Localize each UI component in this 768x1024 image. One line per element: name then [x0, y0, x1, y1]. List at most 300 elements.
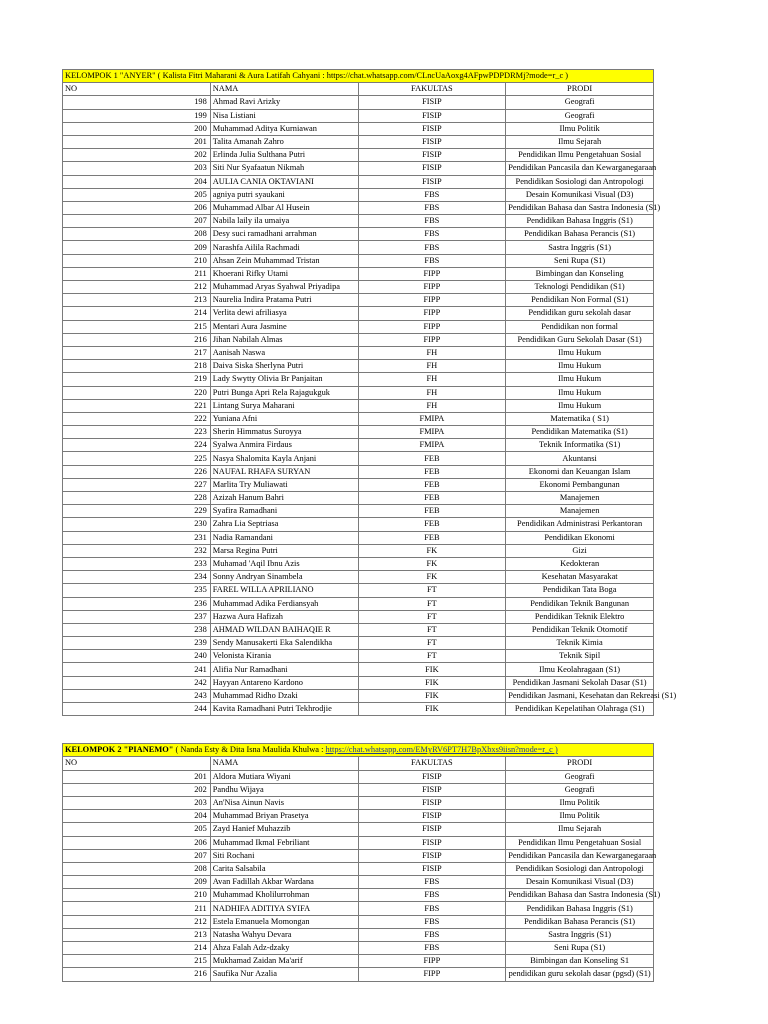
cell-nama[interactable]: Sherin Himmatus Suroyya — [210, 426, 358, 439]
table-row — [63, 770, 654, 783]
cell-nama[interactable]: Syafira Ramadhani — [210, 505, 358, 518]
cell-nama[interactable]: Sonny Andryan Sinambela — [210, 571, 358, 584]
cell-prodi[interactable]: Sastra Inggris (S1) — [506, 928, 654, 941]
cell-prodi[interactable]: Pendidikan Jasmani, Kesehatan dan Rekreasi (S1) — [506, 689, 654, 702]
cell-nama[interactable]: Nabila laily ila umaiya — [210, 215, 358, 228]
cell-no[interactable]: 214 — [63, 942, 211, 955]
cell-nama[interactable]: Lintang Surya Maharani — [210, 399, 358, 412]
cell-nama[interactable]: Talita Amanah Zahro — [210, 135, 358, 148]
cell-prodi[interactable]: Geografi — [506, 109, 654, 122]
cell-prodi[interactable]: Pendidikan Teknik Elektro — [506, 610, 654, 623]
cell-fakultas[interactable]: FISIP — [358, 783, 506, 796]
cell-nama[interactable]: Syalwa Anmira Firdaus — [210, 439, 358, 452]
cell-fakultas[interactable]: FISIP — [358, 862, 506, 875]
cell-fakultas[interactable]: FMIPA — [358, 412, 506, 425]
table-row — [63, 201, 654, 214]
table-row — [63, 162, 654, 175]
cell-prodi[interactable]: Pendidikan Kepelatihan Olahraga (S1) — [506, 703, 654, 716]
cell-nama[interactable]: Muhammad Ikmal Febriliant — [210, 836, 358, 849]
cell-fakultas[interactable]: FISIP — [358, 122, 506, 135]
cell-no[interactable]: 206 — [63, 836, 211, 849]
cell-prodi[interactable]: Pendidikan non formal — [506, 320, 654, 333]
cell-prodi[interactable]: Geografi — [506, 96, 654, 109]
cell-fakultas[interactable]: FISIP — [358, 175, 506, 188]
cell-prodi[interactable]: Pendidikan Guru Sekolah Dasar (S1) — [506, 333, 654, 346]
table-row — [63, 254, 654, 267]
cell-no[interactable]: 238 — [63, 623, 211, 636]
table-row — [63, 267, 654, 280]
cell-fakultas[interactable]: FISIP — [358, 162, 506, 175]
cell-prodi[interactable]: Seni Rupa (S1) — [506, 254, 654, 267]
cell-no[interactable]: 213 — [63, 928, 211, 941]
cell-fakultas[interactable]: FK — [358, 571, 506, 584]
cell-nama[interactable]: Nadia Ramandani — [210, 531, 358, 544]
cell-no[interactable]: 199 — [63, 109, 211, 122]
cell-fakultas[interactable]: FBS — [358, 201, 506, 214]
cell-prodi[interactable]: Desain Komunikasi Visual (D3) — [506, 188, 654, 201]
cell-fakultas[interactable]: FBS — [358, 228, 506, 241]
cell-fakultas[interactable]: FMIPA — [358, 439, 506, 452]
cell-no[interactable]: 201 — [63, 770, 211, 783]
cell-nama[interactable]: Erlinda Julia Sulthana Putri — [210, 149, 358, 162]
cell-no[interactable]: 236 — [63, 597, 211, 610]
table-row — [63, 307, 654, 320]
cell-nama[interactable]: Hazwa Aura Hafizah — [210, 610, 358, 623]
table-row — [63, 241, 654, 254]
cell-no[interactable]: 208 — [63, 862, 211, 875]
cell-no[interactable]: 235 — [63, 584, 211, 597]
cell-prodi[interactable]: Ilmu Politik — [506, 122, 654, 135]
table-row — [63, 862, 654, 875]
table-row — [63, 623, 654, 636]
header-nama[interactable]: NAMA — [210, 757, 358, 770]
cell-nama[interactable]: Jihan Nabilah Almas — [210, 333, 358, 346]
cell-no[interactable]: 203 — [63, 796, 211, 809]
cell-nama[interactable]: Marlita Try Muliawati — [210, 478, 358, 491]
table-row — [63, 849, 654, 862]
cell-fakultas[interactable]: FH — [358, 346, 506, 359]
cell-no[interactable]: 203 — [63, 162, 211, 175]
cell-nama[interactable]: Ahza Falah Adz-dzaky — [210, 942, 358, 955]
cell-no[interactable]: 204 — [63, 175, 211, 188]
cell-fakultas[interactable]: FBS — [358, 902, 506, 915]
cell-prodi[interactable]: Ilmu Hukum — [506, 386, 654, 399]
cell-nama[interactable]: Zayd Hanief Muhazzib — [210, 823, 358, 836]
cell-no[interactable]: 232 — [63, 544, 211, 557]
header-nama[interactable]: NAMA — [210, 83, 358, 96]
cell-prodi[interactable]: Ilmu Keolahragaan (S1) — [506, 663, 654, 676]
cell-fakultas[interactable]: FISIP — [358, 770, 506, 783]
cell-fakultas[interactable]: FIK — [358, 663, 506, 676]
cell-fakultas[interactable]: FIPP — [358, 968, 506, 981]
cell-nama[interactable]: Muhammad Albar Al Husein — [210, 201, 358, 214]
cell-nama[interactable]: Carita Salsabila — [210, 862, 358, 875]
cell-fakultas[interactable]: FEB — [358, 452, 506, 465]
cell-no[interactable]: 202 — [63, 149, 211, 162]
cell-prodi[interactable]: Ilmu Hukum — [506, 360, 654, 373]
cell-no[interactable]: 227 — [63, 478, 211, 491]
cell-nama[interactable]: Desy suci ramadhani arrahman — [210, 228, 358, 241]
table-row — [63, 637, 654, 650]
cell-prodi[interactable]: Ekonomi Pembangunan — [506, 478, 654, 491]
cell-no[interactable]: 225 — [63, 452, 211, 465]
table-row — [63, 876, 654, 889]
cell-fakultas[interactable]: FBS — [358, 241, 506, 254]
cell-nama[interactable]: Muhamad 'Aqil Ibnu Azis — [210, 557, 358, 570]
cell-nama[interactable]: Khoerani Rifky Utami — [210, 267, 358, 280]
spreadsheet — [62, 69, 678, 982]
cell-fakultas[interactable]: FISIP — [358, 836, 506, 849]
cell-prodi[interactable]: Geografi — [506, 783, 654, 796]
cell-nama[interactable]: AULIA CANIA OKTAVIANI — [210, 175, 358, 188]
cell-fakultas[interactable]: FISIP — [358, 135, 506, 148]
cell-no[interactable]: 215 — [63, 320, 211, 333]
cell-fakultas[interactable]: FIPP — [358, 955, 506, 968]
cell-prodi[interactable]: Seni Rupa (S1) — [506, 942, 654, 955]
cell-no[interactable]: 216 — [63, 333, 211, 346]
cell-nama[interactable]: agniya putri syaukani — [210, 188, 358, 201]
cell-nama[interactable]: Kavita Ramadhani Putri Tekhrodjie — [210, 703, 358, 716]
group-2-title-link[interactable]: https://chat.whatsapp.com/EMyRV6PT7H7BpXbxs9iisn?mode=r_c ) — [325, 745, 558, 755]
cell-nama[interactable]: Hayyan Antareno Kardono — [210, 676, 358, 689]
cell-nama[interactable]: Nisa Listiani — [210, 109, 358, 122]
cell-no[interactable]: 240 — [63, 650, 211, 663]
cell-fakultas[interactable]: FT — [358, 610, 506, 623]
cell-fakultas[interactable]: FH — [358, 360, 506, 373]
cell-fakultas[interactable]: FISIP — [358, 796, 506, 809]
cell-fakultas[interactable]: FISIP — [358, 109, 506, 122]
cell-prodi[interactable]: Manajemen — [506, 492, 654, 505]
cell-no[interactable]: 206 — [63, 201, 211, 214]
table-row — [63, 320, 654, 333]
cell-prodi[interactable]: Ilmu Hukum — [506, 373, 654, 386]
cell-prodi[interactable]: Pendidikan Pancasila dan Kewarganegaraan — [506, 162, 654, 175]
cell-no[interactable]: 223 — [63, 426, 211, 439]
cell-prodi[interactable]: Ilmu Politik — [506, 796, 654, 809]
cell-fakultas[interactable]: FBS — [358, 188, 506, 201]
cell-nama[interactable]: Marsa Regina Putri — [210, 544, 358, 557]
cell-fakultas[interactable]: FBS — [358, 254, 506, 267]
cell-prodi[interactable]: Pendidikan Sosiologi dan Antropologi — [506, 862, 654, 875]
table-row — [63, 942, 654, 955]
cell-prodi[interactable]: Pendidikan Ilmu Pengetahuan Sosial — [506, 836, 654, 849]
cell-fakultas[interactable]: FEB — [358, 531, 506, 544]
cell-no[interactable]: 212 — [63, 915, 211, 928]
cell-no[interactable]: 220 — [63, 386, 211, 399]
cell-no[interactable]: 208 — [63, 228, 211, 241]
cell-fakultas[interactable]: FISIP — [358, 810, 506, 823]
cell-no[interactable]: 201 — [63, 135, 211, 148]
cell-nama[interactable]: Alifia Nur Ramadhani — [210, 663, 358, 676]
cell-no[interactable]: 202 — [63, 783, 211, 796]
cell-prodi[interactable]: Pendidikan Teknik Bangunan — [506, 597, 654, 610]
cell-nama[interactable]: Ahsan Zein Muhammad Tristan — [210, 254, 358, 267]
cell-no[interactable]: 242 — [63, 676, 211, 689]
cell-no[interactable]: 218 — [63, 360, 211, 373]
cell-no[interactable]: 222 — [63, 412, 211, 425]
cell-no[interactable]: 233 — [63, 557, 211, 570]
cell-fakultas[interactable]: FH — [358, 386, 506, 399]
cell-no[interactable]: 205 — [63, 823, 211, 836]
cell-nama[interactable]: Saufika Nur Azalia — [210, 968, 358, 981]
cell-no[interactable]: 224 — [63, 439, 211, 452]
cell-no[interactable]: 213 — [63, 294, 211, 307]
cell-no[interactable]: 211 — [63, 267, 211, 280]
cell-no[interactable]: 226 — [63, 465, 211, 478]
cell-prodi[interactable]: Sastra Inggris (S1) — [506, 241, 654, 254]
cell-prodi[interactable]: Kesehatan Masyarakat — [506, 571, 654, 584]
table-row — [63, 836, 654, 849]
cell-prodi[interactable]: pendidikan guru sekolah dasar (pgsd) (S1) — [506, 968, 654, 981]
cell-no[interactable]: 209 — [63, 876, 211, 889]
cell-fakultas[interactable]: FBS — [358, 876, 506, 889]
table-row — [63, 915, 654, 928]
cell-no[interactable]: 230 — [63, 518, 211, 531]
cell-no[interactable]: 205 — [63, 188, 211, 201]
table-row — [63, 439, 654, 452]
cell-no[interactable]: 215 — [63, 955, 211, 968]
cell-fakultas[interactable]: FEB — [358, 518, 506, 531]
cell-fakultas[interactable]: FH — [358, 399, 506, 412]
table-row — [63, 689, 654, 702]
cell-nama[interactable]: Muhammad Aditya Kurniawan — [210, 122, 358, 135]
cell-prodi[interactable]: Pendidikan Administrasi Perkantoran — [506, 518, 654, 531]
cell-no[interactable]: 198 — [63, 96, 211, 109]
cell-nama[interactable]: Siti Rochani — [210, 849, 358, 862]
cell-prodi[interactable]: Teknologi Pendidikan (S1) — [506, 281, 654, 294]
cell-prodi[interactable]: Pendidikan Jasmani Sekolah Dasar (S1) — [506, 676, 654, 689]
cell-prodi[interactable]: Pendidikan guru sekolah dasar — [506, 307, 654, 320]
cell-nama[interactable]: Velonista Kirania — [210, 650, 358, 663]
cell-nama[interactable]: Verlita dewi afriliasya — [210, 307, 358, 320]
cell-fakultas[interactable]: FBS — [358, 215, 506, 228]
cell-fakultas[interactable]: FISIP — [358, 149, 506, 162]
cell-nama[interactable]: Daiva Siska Sherlyna Putri — [210, 360, 358, 373]
table-row — [63, 557, 654, 570]
cell-fakultas[interactable]: FIK — [358, 689, 506, 702]
cell-nama[interactable]: NAUFAL RHAFA SURYAN — [210, 465, 358, 478]
cell-prodi[interactable]: Pendidikan Bahasa Perancis (S1) — [506, 228, 654, 241]
table-row — [63, 796, 654, 809]
cell-nama[interactable]: AHMAD WILDAN BAIHAQIE R — [210, 623, 358, 636]
cell-fakultas[interactable]: FMIPA — [358, 426, 506, 439]
cell-prodi[interactable]: Manajemen — [506, 505, 654, 518]
cell-no[interactable]: 243 — [63, 689, 211, 702]
cell-no[interactable]: 229 — [63, 505, 211, 518]
cell-no[interactable]: 231 — [63, 531, 211, 544]
cell-fakultas[interactable]: FIPP — [358, 281, 506, 294]
cell-fakultas[interactable]: FBS — [358, 942, 506, 955]
cell-prodi[interactable]: Ilmu Hukum — [506, 399, 654, 412]
cell-no[interactable]: 209 — [63, 241, 211, 254]
cell-prodi[interactable]: Teknik Kimia — [506, 637, 654, 650]
cell-prodi[interactable]: Bimbingan dan Konseling S1 — [506, 955, 654, 968]
cell-nama[interactable]: NADHIFA ADITIYA SYIFA — [210, 902, 358, 915]
cell-nama[interactable]: Sendy Manusakerti Eka Salendikha — [210, 637, 358, 650]
cell-prodi[interactable]: Geografi — [506, 770, 654, 783]
table-row — [63, 281, 654, 294]
cell-prodi[interactable]: Ilmu Hukum — [506, 346, 654, 359]
cell-nama[interactable]: Yuniana Afni — [210, 412, 358, 425]
cell-fakultas[interactable]: FH — [358, 373, 506, 386]
cell-no[interactable]: 244 — [63, 703, 211, 716]
group-2-title[interactable] — [63, 744, 654, 757]
cell-fakultas[interactable]: FT — [358, 584, 506, 597]
cell-no[interactable]: 234 — [63, 571, 211, 584]
cell-nama[interactable]: Pandhu Wijaya — [210, 783, 358, 796]
cell-prodi[interactable]: Pendidikan Bahasa dan Sastra Indonesia (S1) — [506, 889, 654, 902]
cell-fakultas[interactable]: FT — [358, 637, 506, 650]
cell-fakultas[interactable]: FBS — [358, 889, 506, 902]
cell-nama[interactable]: Estela Emanuela Momongan — [210, 915, 358, 928]
cell-nama[interactable]: Azizah Hanum Bahri — [210, 492, 358, 505]
cell-nama[interactable]: Ahmad Ravi Arizky — [210, 96, 358, 109]
cell-fakultas[interactable]: FIK — [358, 676, 506, 689]
cell-nama[interactable]: Muhammad Briyan Prasetya — [210, 810, 358, 823]
cell-prodi[interactable]: Matematika ( S1) — [506, 412, 654, 425]
cell-prodi[interactable]: Pendidikan Bahasa dan Sastra Indonesia (S1) — [506, 201, 654, 214]
cell-fakultas[interactable]: FEB — [358, 478, 506, 491]
cell-prodi[interactable]: Pendidikan Matematika (S1) — [506, 426, 654, 439]
cell-nama[interactable]: Aldora Mutiara Wiyani — [210, 770, 358, 783]
cell-no[interactable]: 210 — [63, 254, 211, 267]
cell-nama[interactable]: Muhammad Kholilurrohman — [210, 889, 358, 902]
cell-prodi[interactable]: Pendidikan Pancasila dan Kewarganegaraan — [506, 849, 654, 862]
cell-fakultas[interactable]: FISIP — [358, 849, 506, 862]
group-2-title-coordinators: ( Nanda Esty & Dita Isna Maulida Khulwa : — [173, 745, 326, 755]
cell-prodi[interactable]: Pendidikan Tata Boga — [506, 584, 654, 597]
cell-fakultas[interactable]: FISIP — [358, 96, 506, 109]
cell-nama[interactable]: FAREL WILLA APRILIANO — [210, 584, 358, 597]
cell-no[interactable]: 237 — [63, 610, 211, 623]
cell-no[interactable]: 219 — [63, 373, 211, 386]
header-no[interactable]: NO — [63, 83, 211, 96]
cell-nama[interactable]: Zahra Lia Septriasa — [210, 518, 358, 531]
cell-no[interactable]: 221 — [63, 399, 211, 412]
table-row — [63, 333, 654, 346]
cell-prodi[interactable]: Pendidikan Non Formal (S1) — [506, 294, 654, 307]
cell-no[interactable]: 239 — [63, 637, 211, 650]
cell-no[interactable]: 216 — [63, 968, 211, 981]
header-prodi[interactable]: PRODI — [506, 83, 654, 96]
cell-fakultas[interactable]: FK — [358, 557, 506, 570]
group-1-title[interactable]: KELOMPOK 1 "ANYER" ( Kalista Fitri Maharani & Aura Latifah Cahyani : https://chat.whatsapp.com/CLncUaAoxg4AFpwPDPDRMj?mode=r_c ) — [63, 70, 654, 83]
table-row — [63, 492, 654, 505]
cell-fakultas[interactable]: FT — [358, 597, 506, 610]
cell-nama[interactable]: Muhammad Ridho Dzaki — [210, 689, 358, 702]
cell-prodi[interactable]: Ekonomi dan Keuangan Islam — [506, 465, 654, 478]
header-fakultas[interactable]: FAKULTAS — [358, 83, 506, 96]
cell-fakultas[interactable]: FIPP — [358, 294, 506, 307]
cell-prodi[interactable]: Pendidikan Bahasa Inggris (S1) — [506, 215, 654, 228]
cell-nama[interactable]: Nasya Shalomita Kayla Anjani — [210, 452, 358, 465]
cell-prodi[interactable]: Ilmu Sejarah — [506, 823, 654, 836]
cell-nama[interactable]: Natasha Wahyu Devara — [210, 928, 358, 941]
cell-fakultas[interactable]: FBS — [358, 928, 506, 941]
cell-prodi[interactable]: Akuntansi — [506, 452, 654, 465]
cell-nama[interactable]: Naurelia Indira Pratama Putri — [210, 294, 358, 307]
cell-no[interactable]: 204 — [63, 810, 211, 823]
table-row — [63, 584, 654, 597]
cell-fakultas[interactable]: FEB — [358, 505, 506, 518]
cell-fakultas[interactable]: FIPP — [358, 320, 506, 333]
cell-fakultas[interactable]: FBS — [358, 915, 506, 928]
table-row — [63, 96, 654, 109]
cell-fakultas[interactable]: FISIP — [358, 823, 506, 836]
cell-fakultas[interactable]: FEB — [358, 492, 506, 505]
cell-no[interactable]: 241 — [63, 663, 211, 676]
cell-prodi[interactable]: Bimbingan dan Konseling — [506, 267, 654, 280]
cell-fakultas[interactable]: FT — [358, 650, 506, 663]
cell-prodi[interactable]: Ilmu Politik — [506, 810, 654, 823]
group-2-title-name: KELOMPOK 2 "PIANEMO" — [65, 745, 174, 755]
table-row — [63, 531, 654, 544]
cell-nama[interactable]: Muhammad Adika Ferdiansyah — [210, 597, 358, 610]
cell-no[interactable]: 211 — [63, 902, 211, 915]
header-prodi[interactable]: PRODI — [506, 757, 654, 770]
cell-no[interactable]: 207 — [63, 849, 211, 862]
cell-no[interactable]: 212 — [63, 281, 211, 294]
cell-prodi[interactable]: Pendidikan Ekonomi — [506, 531, 654, 544]
cell-nama[interactable]: Aanisah Naswa — [210, 346, 358, 359]
cell-prodi[interactable]: Pendidikan Sosiologi dan Antropologi — [506, 175, 654, 188]
cell-prodi[interactable]: Pendidikan Bahasa Inggris (S1) — [506, 902, 654, 915]
cell-prodi[interactable]: Teknik Sipil — [506, 650, 654, 663]
cell-no[interactable]: 228 — [63, 492, 211, 505]
cell-no[interactable]: 200 — [63, 122, 211, 135]
group-1-title-row — [63, 70, 654, 83]
cell-prodi[interactable]: Ilmu Sejarah — [506, 135, 654, 148]
cell-prodi[interactable]: Teknik Informatika (S1) — [506, 439, 654, 452]
cell-nama[interactable]: Mentari Aura Jasmine — [210, 320, 358, 333]
cell-fakultas[interactable]: FT — [358, 623, 506, 636]
header-fakultas[interactable]: FAKULTAS — [358, 757, 506, 770]
cell-nama[interactable]: Mukhamad Zaidan Ma'arif — [210, 955, 358, 968]
cell-prodi[interactable]: Pendidikan Teknik Otomotif — [506, 623, 654, 636]
cell-no[interactable]: 210 — [63, 889, 211, 902]
table-row — [63, 889, 654, 902]
cell-fakultas[interactable]: FK — [358, 544, 506, 557]
cell-fakultas[interactable]: FIK — [358, 703, 506, 716]
cell-prodi[interactable]: Gizi — [506, 544, 654, 557]
header-no[interactable]: NO — [63, 757, 211, 770]
cell-nama[interactable]: Putri Bunga Apri Rela Rajagukguk — [210, 386, 358, 399]
table-row — [63, 175, 654, 188]
cell-fakultas[interactable]: FIPP — [358, 333, 506, 346]
table-row — [63, 426, 654, 439]
cell-fakultas[interactable]: FIPP — [358, 307, 506, 320]
cell-nama[interactable]: Narashfa Ailila Rachmadi — [210, 241, 358, 254]
cell-prodi[interactable]: Kedokteran — [506, 557, 654, 570]
table-row — [63, 928, 654, 941]
cell-prodi[interactable]: Pendidikan Bahasa Perancis (S1) — [506, 915, 654, 928]
table-row — [63, 478, 654, 491]
cell-nama[interactable]: An'Nisa Ainun Navis — [210, 796, 358, 809]
table-row — [63, 676, 654, 689]
cell-prodi[interactable]: Desain Komunikasi Visual (D3) — [506, 876, 654, 889]
cell-prodi[interactable]: Pendidikan Ilmu Pengetahuan Sosial — [506, 149, 654, 162]
cell-fakultas[interactable]: FEB — [358, 465, 506, 478]
cell-nama[interactable]: Muhammad Aryas Syahwal Priyadipa — [210, 281, 358, 294]
cell-nama[interactable]: Avan Fadillah Akbar Wardana — [210, 876, 358, 889]
table-row — [63, 650, 654, 663]
cell-no[interactable]: 207 — [63, 215, 211, 228]
cell-fakultas[interactable]: FIPP — [358, 267, 506, 280]
cell-nama[interactable]: Siti Nur Syafaatun Nikmah — [210, 162, 358, 175]
cell-nama[interactable]: Lady Swytty Olivia Br Panjaitan — [210, 373, 358, 386]
cell-no[interactable]: 214 — [63, 307, 211, 320]
cell-no[interactable]: 217 — [63, 346, 211, 359]
